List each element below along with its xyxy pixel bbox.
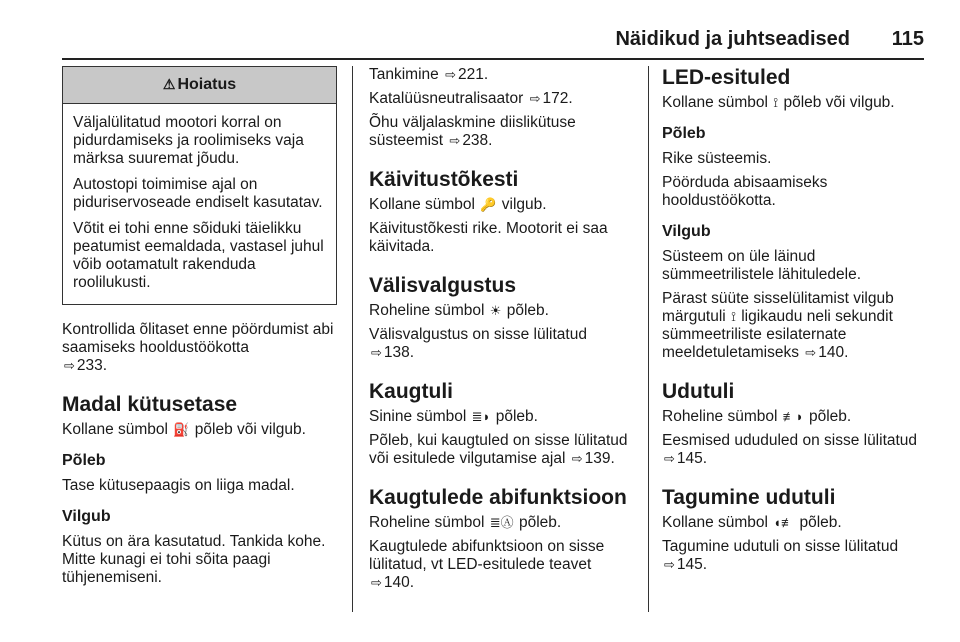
page-ref-icon: ⇨ [64, 358, 75, 373]
text: Roheline sümbol [662, 408, 778, 425]
text: Kollane sümbol [662, 94, 768, 111]
page-ref[interactable]: 138. [383, 344, 415, 361]
side-light-icon: ☀ [489, 303, 502, 318]
assist-symbol-text [369, 514, 639, 532]
fuel-pump-icon: ⛽ [173, 422, 190, 437]
led-service-text: Pöörduda abisaamiseks hooldustöökotta. [662, 174, 828, 209]
page-ref[interactable]: 221. [458, 66, 489, 83]
fuel-symbol-text [62, 421, 337, 439]
heading-high-beam: Kaugtuli [369, 380, 453, 403]
text: Eesmised ududuled on sisse lülitatud [662, 432, 918, 449]
heading-low-fuel: Madal kütusetase [62, 393, 238, 416]
text: põleb. [799, 514, 842, 531]
page-header [62, 26, 924, 60]
heading-rear-fog-light: Tagumine udutuli [662, 486, 836, 509]
column-3 [662, 66, 927, 580]
ref-diesel-bleed [369, 114, 639, 150]
warning-paragraph: Väljalülitatud mootori korral on pidurdamiseks ja roolimiseks vaja märksa suuremat jõudu. [73, 114, 304, 167]
rear-fog-text [662, 538, 927, 574]
subheading-on: Põleb [662, 125, 706, 142]
exterior-light-symbol-text [369, 302, 639, 320]
heading-immobilizer: Käivitustõkesti [369, 168, 519, 191]
page-ref-icon: ⇨ [664, 557, 675, 572]
text: Roheline sümbol [369, 302, 485, 319]
page-ref[interactable]: 238. [462, 132, 493, 149]
led-symbol-text [662, 94, 927, 112]
text: põleb. [808, 408, 852, 425]
text: Sinine sümbol [369, 408, 467, 425]
heading-exterior-light: Välisvalgustus [369, 274, 517, 297]
subheading-flashing: Vilgub [62, 508, 111, 525]
text: ligikaudu neli sekundit sümmeetriliste esilaternate meeldetuletamiseks [662, 308, 893, 361]
warning-body [63, 104, 336, 304]
text: Kaugtulede abifunktsioon on sisse lülitatud, vt LED-esitulede teavet [369, 538, 605, 573]
page-ref-icon: ⇨ [449, 133, 461, 148]
fuel-on-text: Tase kütusepaagis on liiga madal. [62, 477, 295, 494]
page-number: 115 [891, 28, 924, 50]
page-ref[interactable]: 140. [818, 344, 849, 361]
page-ref-icon: ⇨ [529, 91, 541, 106]
warning-header [63, 67, 336, 104]
led-flashing-text: Süsteem on üle läinud sümmeetrilistele lähituledele. [662, 248, 862, 283]
fuel-flashing-text: Kütus on ära kasutatud. Tankida kohe. Mitte kunagi ei tohi sõita paagi tühjenemiseni. [62, 533, 326, 586]
text: põleb. [495, 408, 538, 425]
fog-symbol-text [662, 408, 927, 426]
led-reminder-text [662, 290, 927, 362]
text: Välisvalgustus on sisse lülitatud [369, 326, 587, 343]
heading-led-headlights: LED-esituled [662, 66, 791, 89]
led-headlight-icon: ⟟ [731, 309, 736, 324]
page-ref[interactable]: 145. [676, 450, 708, 467]
text: Tagumine udutuli on sisse lülitatud [662, 538, 899, 555]
warning-paragraph: Autostopi toimimise ajal on piduriservoseade endiselt kasutatav. [73, 176, 323, 211]
page-ref-icon: ⇨ [664, 451, 675, 466]
page-ref[interactable]: 140. [383, 574, 415, 591]
page-ref[interactable]: 172. [542, 90, 573, 107]
rear-fog-light-icon: ◖≢ [773, 515, 795, 530]
fog-text [662, 432, 927, 468]
text: Kollane sümbol [662, 514, 768, 531]
page-ref-icon: ⇨ [805, 345, 817, 360]
high-beam-icon: ≣◗ [471, 409, 491, 424]
heading-high-beam-assist: Kaugtulede abifunktsioon [369, 486, 627, 509]
text: põleb või vilgub. [194, 421, 306, 438]
text: vilgub. [501, 196, 547, 213]
led-on-text: Rike süsteemis. [662, 150, 772, 167]
immobilizer-symbol-text [369, 196, 639, 214]
text: Roheline sümbol [369, 514, 485, 531]
section-title: Näidikud ja juhtseadised [615, 28, 850, 50]
text: Kollane sümbol [62, 421, 168, 438]
column-divider [352, 66, 353, 612]
warning-paragraph: Võtit ei tohi enne sõiduki täielikku peatumist eemaldada, vastasel juhul võib ootamatult rakenduda roolilukusti. [73, 220, 324, 291]
page-ref-icon: ⇨ [445, 67, 456, 82]
page-ref-icon: ⇨ [571, 451, 583, 466]
assist-text [369, 538, 639, 592]
column-divider [648, 66, 649, 612]
text: põleb. [519, 514, 562, 531]
page-ref[interactable]: 145. [676, 556, 708, 573]
text: põleb. [506, 302, 549, 319]
text: Tankimine [369, 66, 439, 83]
heading-fog-light: Udutuli [662, 380, 735, 403]
rear-fog-symbol-text [662, 514, 927, 532]
immobilizer-icon: 🔑 [480, 197, 497, 212]
page-ref-icon: ⇨ [371, 575, 382, 590]
subheading-flashing: Vilgub [662, 223, 711, 240]
page-ref[interactable]: 233. [76, 357, 108, 374]
subheading-on: Põleb [62, 452, 106, 469]
text: Õhu väljalaskmine diislikütuse süsteemist [369, 114, 576, 149]
text: Pärast süüte sisselülitamist vilgub märgutuli [662, 290, 894, 325]
oil-check-text [62, 321, 337, 375]
warning-triangle-icon: ⚠ [162, 76, 176, 92]
high-beam-assist-icon: ≣Ⓐ [489, 515, 514, 530]
text: Kontrollida õlitaset enne pöördumist abi saamiseks hooldustöökotta [62, 321, 334, 356]
fog-light-icon: ≢◗ [782, 409, 804, 424]
text: Põleb, kui kaugtuled on sisse lülitatud või esitulede vilgutamise ajal [369, 432, 628, 467]
column-2 [369, 66, 639, 598]
high-beam-symbol-text [369, 408, 639, 426]
ref-catalytic [369, 90, 639, 108]
warning-title: Hoiatus [177, 76, 237, 93]
text: Kollane sümbol [369, 196, 475, 213]
immobilizer-text: Käivitustõkesti rike. Mootorit ei saa käivitada. [369, 220, 608, 255]
page-ref-icon: ⇨ [371, 345, 382, 360]
exterior-light-text [369, 326, 639, 362]
column-1 [62, 66, 337, 593]
page-ref[interactable]: 139. [584, 450, 615, 467]
warning-box [62, 66, 337, 305]
high-beam-text [369, 432, 639, 468]
ref-refuelling [369, 66, 639, 84]
led-headlight-icon: ⟟ [773, 95, 779, 110]
text: põleb või vilgub. [783, 94, 895, 111]
text: Katalüüsneutralisaator [369, 90, 524, 107]
